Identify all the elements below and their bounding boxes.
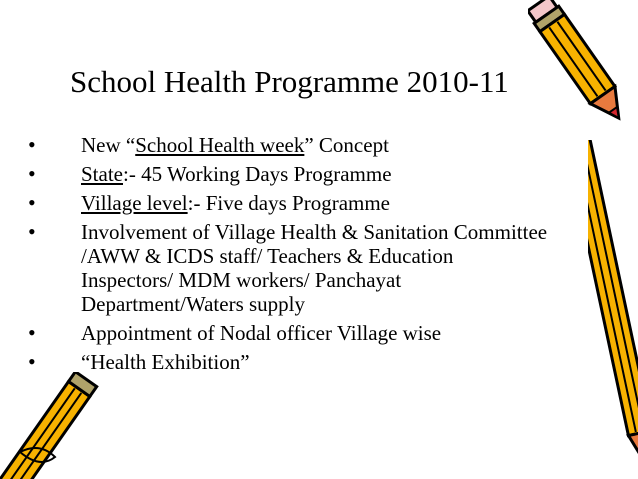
- underlined-term: State: [81, 162, 123, 186]
- slide-title: School Health Programme 2010-11: [70, 64, 509, 99]
- bullet-icon: •: [28, 320, 36, 345]
- list-item: • Appointment of Nodal officer Village wise: [28, 320, 442, 345]
- underlined-term: Village level: [81, 191, 188, 215]
- bullet-icon: •: [28, 219, 36, 244]
- pencil-top-right-icon: [528, 0, 638, 135]
- underlined-term: School Health week: [135, 133, 305, 157]
- list-item: • “Health Exhibition”: [28, 349, 250, 374]
- list-item: • Involvement of Village Health & Sanitation Committee /AWW & ICDS staff/ Teachers & Education Inspectors/ MDM workers/ Panchayat Department/Waters supply: [28, 219, 548, 316]
- bullet-icon: •: [28, 349, 36, 374]
- pencil-bottom-left-icon: [0, 372, 110, 479]
- list-item: • Village level:- Five days Programme: [28, 190, 391, 215]
- bullet-list: [28, 133, 638, 379]
- bullet-icon: •: [28, 161, 36, 186]
- bullet-icon: •: [28, 132, 36, 157]
- list-item: • New “School Health week” Concept: [28, 132, 389, 157]
- list-item: • State:- 45 Working Days Programme: [28, 161, 392, 186]
- bullet-icon: •: [28, 190, 36, 215]
